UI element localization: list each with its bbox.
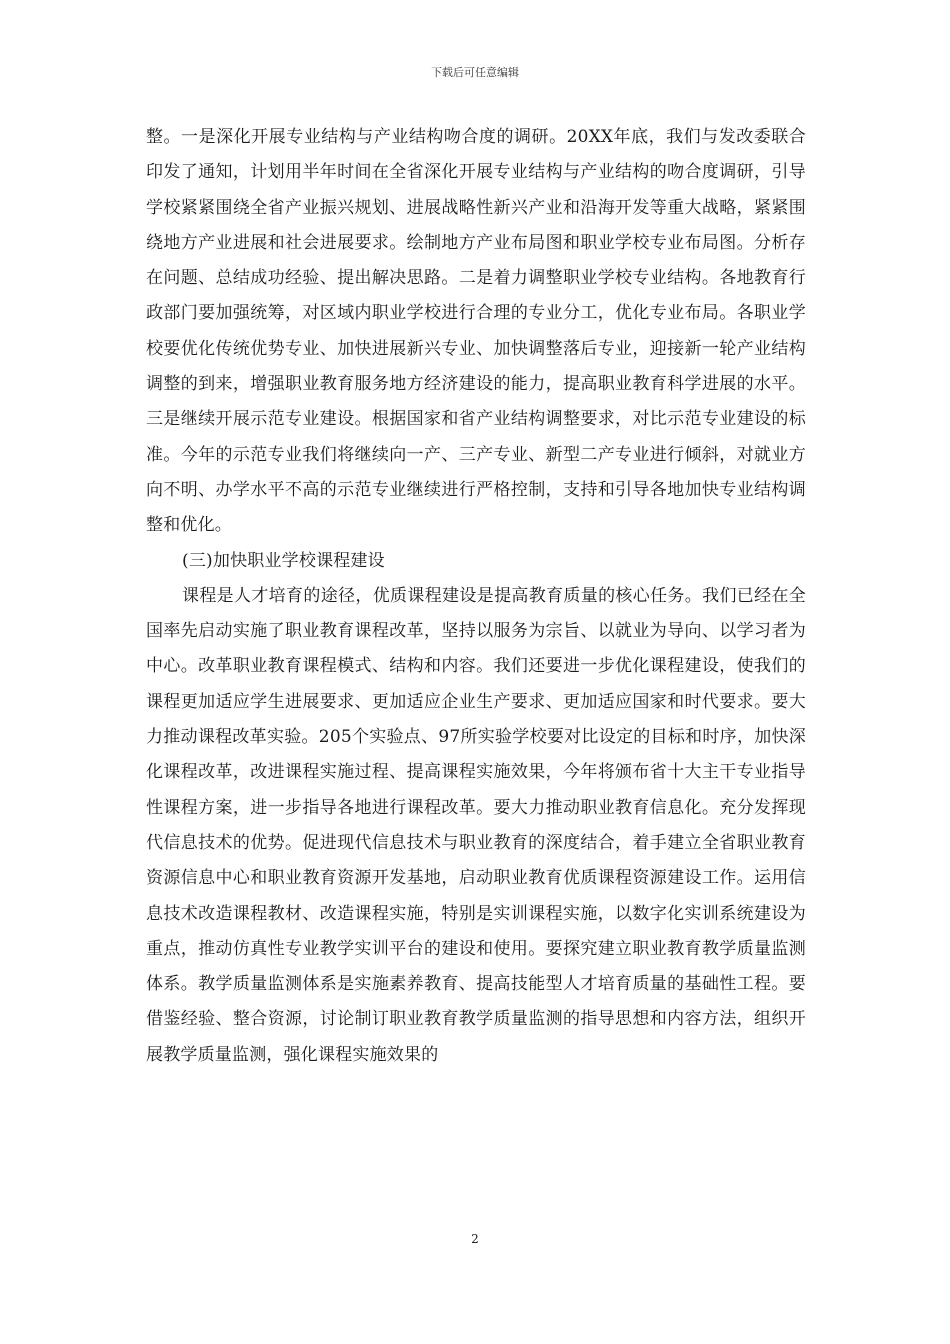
body-paragraph-continued: 整。一是深化开展专业结构与产业结构吻合度的调研。20XX年底，我们与发改委联合印发了通知，计划用半年时间在全省深化开展专业结构与产业结构的吻合度调研，引导学校紧紧围绕全省产业振兴规划、进展战略性新兴产业和沿海开发等重大战略，紧紧围绕地方产业进展和社会进展要求。绘制地方产业布局图和职业学校专业布局图。分析存在问题、总结成功经验、提出解决思路。二是着力调整职业学校专业结构。各地教育行政部门要加强统筹，对区域内职业学校进行合理的专业分工，优化专业布局。各职业学校要优化传统优势专业、加快进展新兴专业、加快调整落后专业，迎接新一轮产业结构调整的到来，增强职业教育服务地方经济建设的能力，提高职业教育科学进展的水平。三是继续开展示范专业建设。根据国家和省产业结构调整要求，对比示范专业建设的标准。今年的示范专业我们将继续向一产、三产专业、新型二产专业进行倾斜，对就业方向不明、办学水平不高的示范专业继续进行严格控制，支持和引导各地加快专业结构调整和优化。 <box>146 127 806 536</box>
page-header: 下载后可任意编辑 <box>431 66 519 79</box>
page-number: 2 <box>471 1232 479 1246</box>
document-body <box>146 120 806 1073</box>
body-paragraph: 课程是人才培育的途径，优质课程建设是提高教育质量的核心任务。我们已经在全国率先启动实施了职业教育课程改革，坚持以服务为宗旨、以就业为导向、以学习者为中心。改革职业教育课程模式、结构和内容。我们还要进一步优化课程建设，使我们的课程更加适应学生进展要求、更加适应企业生产要求、更加适应国家和时代要求。要大力推动课程改革实验。205个实验点、97所实验学校要对比设定的目标和时序，加快深化课程改革，改进课程实施过程、提高课程实施效果，今年将颁布省十大主干专业指导性课程方案，进一步指导各地进行课程改革。要大力推动职业教育信息化。充分发挥现代信息技术的优势。促进现代信息技术与职业教育的深度结合，着手建立全省职业教育资源信息中心和职业教育资源开发基地，启动职业教育优质课程资源建设工作。运用信息技术改造课程教材、改造课程实施，特别是实训课程实施，以数字化实训系统建设为重点，推动仿真性专业教学实训平台的建设和使用。要探究建立职业教育教学质量监测体系。教学质量监测体系是实施素养教育、提高技能型人才培育质量的基础性工程。要借鉴经验、整合资源，讨论制订职业教育教学质量监测的指导思想和内容方法，组织开展教学质量监测，强化课程实施效果的 <box>146 585 806 1065</box>
section-heading: (三)加快职业学校课程建设 <box>182 550 385 571</box>
